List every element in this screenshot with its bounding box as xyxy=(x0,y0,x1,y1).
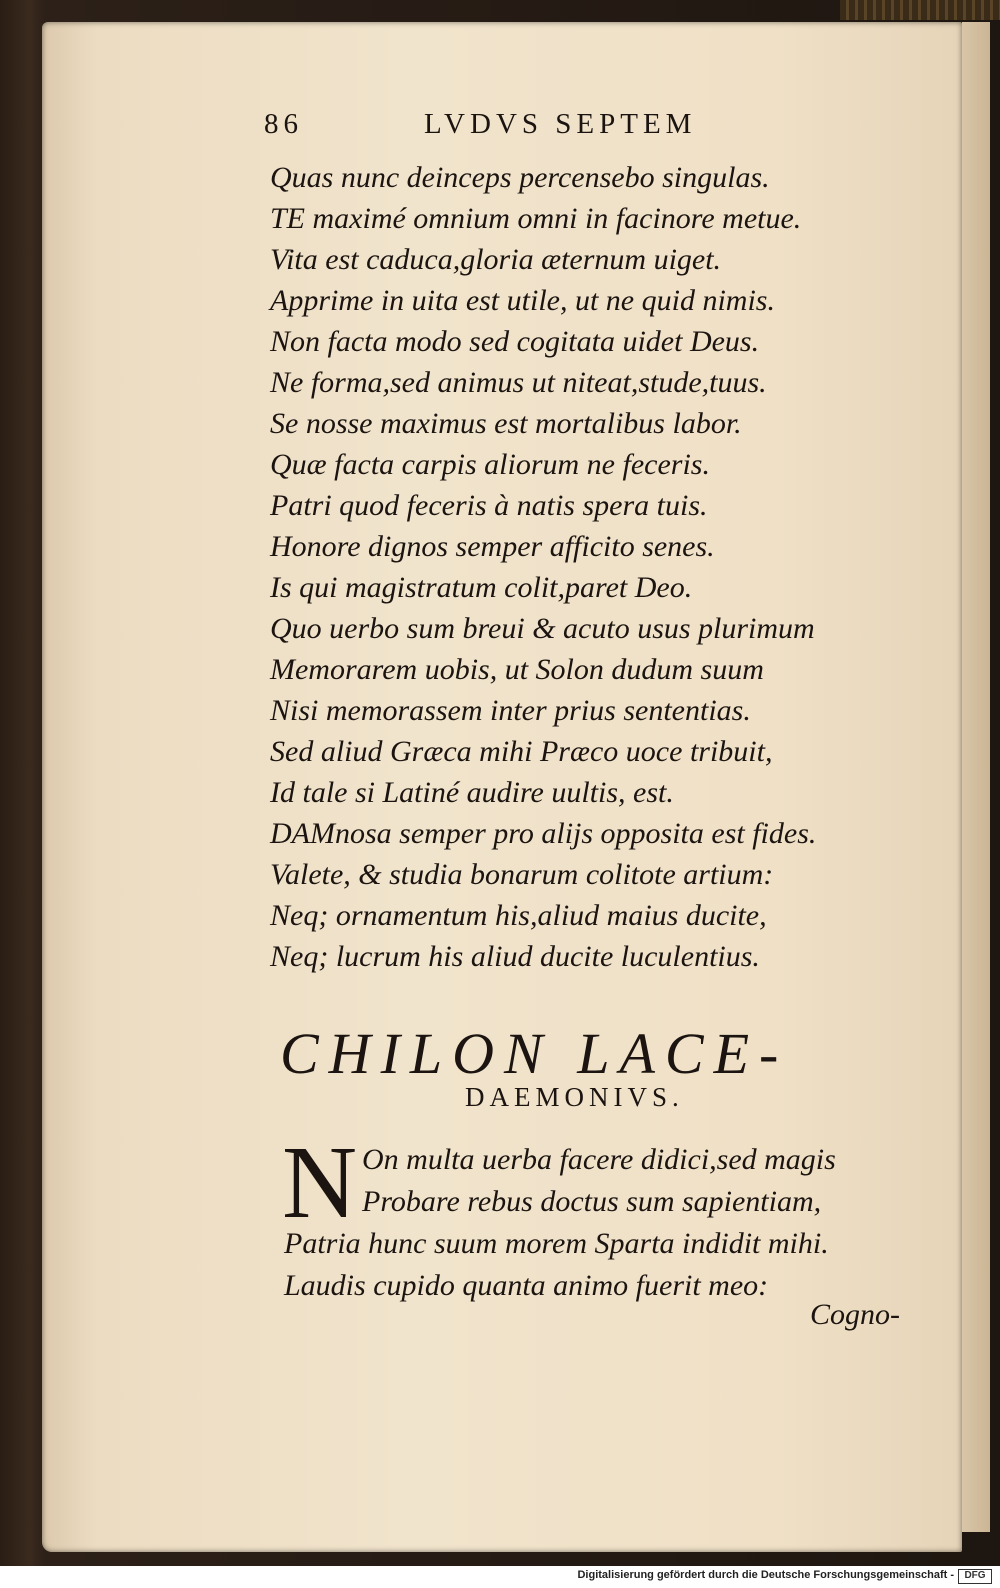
catchword: Cogno- xyxy=(810,1298,900,1331)
verse-line: Quæ facta carpis aliorum ne feceris. xyxy=(270,448,710,481)
verse-line: Neq; ornamentum his,aliud maius ducite, xyxy=(270,899,767,932)
verse-line: Vita est caduca,gloria æternum uiget. xyxy=(270,243,722,276)
verse-line: Sed aliud Græca mihi Præco uoce tribuit, xyxy=(270,735,773,768)
drop-cap-initial: N xyxy=(282,1125,358,1240)
verse-line: Laudis cupido quanta animo fuerit meo: xyxy=(284,1269,769,1302)
verse-line: Id tale si Latiné audire uultis, est. xyxy=(270,776,674,809)
section-title: CHILON LACE- xyxy=(280,1021,789,1086)
verse-line: Neq; lucrum his aliud ducite luculentius. xyxy=(270,940,760,973)
verse-line: Memorarem uobis, ut Solon dudum suum xyxy=(270,653,764,686)
verse-line: On multa uerba facere didici,sed magis xyxy=(362,1143,836,1176)
page-number: 86 xyxy=(264,108,303,140)
verse-line: Honore dignos semper afficito senes. xyxy=(270,530,715,563)
funding-credit: Digitalisierung gefördert durch die Deutsche Forschungsgemeinschaft - xyxy=(577,1569,954,1581)
section-subtitle: DAEMONIVS. xyxy=(465,1082,684,1112)
verse-line: Patri quod feceris à natis spera tuis. xyxy=(270,489,708,522)
verse-line: Quo uerbo sum breui & acuto usus plurimum xyxy=(270,612,815,645)
verse-line: Apprime in uita est utile, ut ne quid nimis. xyxy=(270,284,775,317)
verse-line: Nisi memorassem inter prius sententias. xyxy=(270,694,751,727)
verse-line: Is qui magistratum colit,paret Deo. xyxy=(270,571,693,604)
running-title: LVDVS SEPTEM xyxy=(424,108,697,140)
verse-line: Probare rebus doctus sum sapientiam, xyxy=(362,1185,822,1218)
footer-bar xyxy=(0,1566,1000,1588)
verse-line: Patria hunc suum morem Sparta indidit mihi. xyxy=(284,1227,829,1260)
dfg-logo: DFG xyxy=(958,1569,992,1584)
verse-line: Quas nunc deinceps percensebo singulas. xyxy=(270,161,770,194)
verse-line: Non facta modo sed cogitata uidet Deus. xyxy=(270,325,760,358)
verse-line: Ne forma,sed animus ut niteat,stude,tuus. xyxy=(270,366,767,399)
verse-line: Se nosse maximus est mortalibus labor. xyxy=(270,407,742,440)
verse-line: TE maximé omnium omni in facinore metue. xyxy=(270,202,802,235)
verse-line: Valete, & studia bonarum colitote artium: xyxy=(270,858,774,891)
verse-line: DAMnosa semper pro alijs opposita est fides. xyxy=(270,817,817,850)
